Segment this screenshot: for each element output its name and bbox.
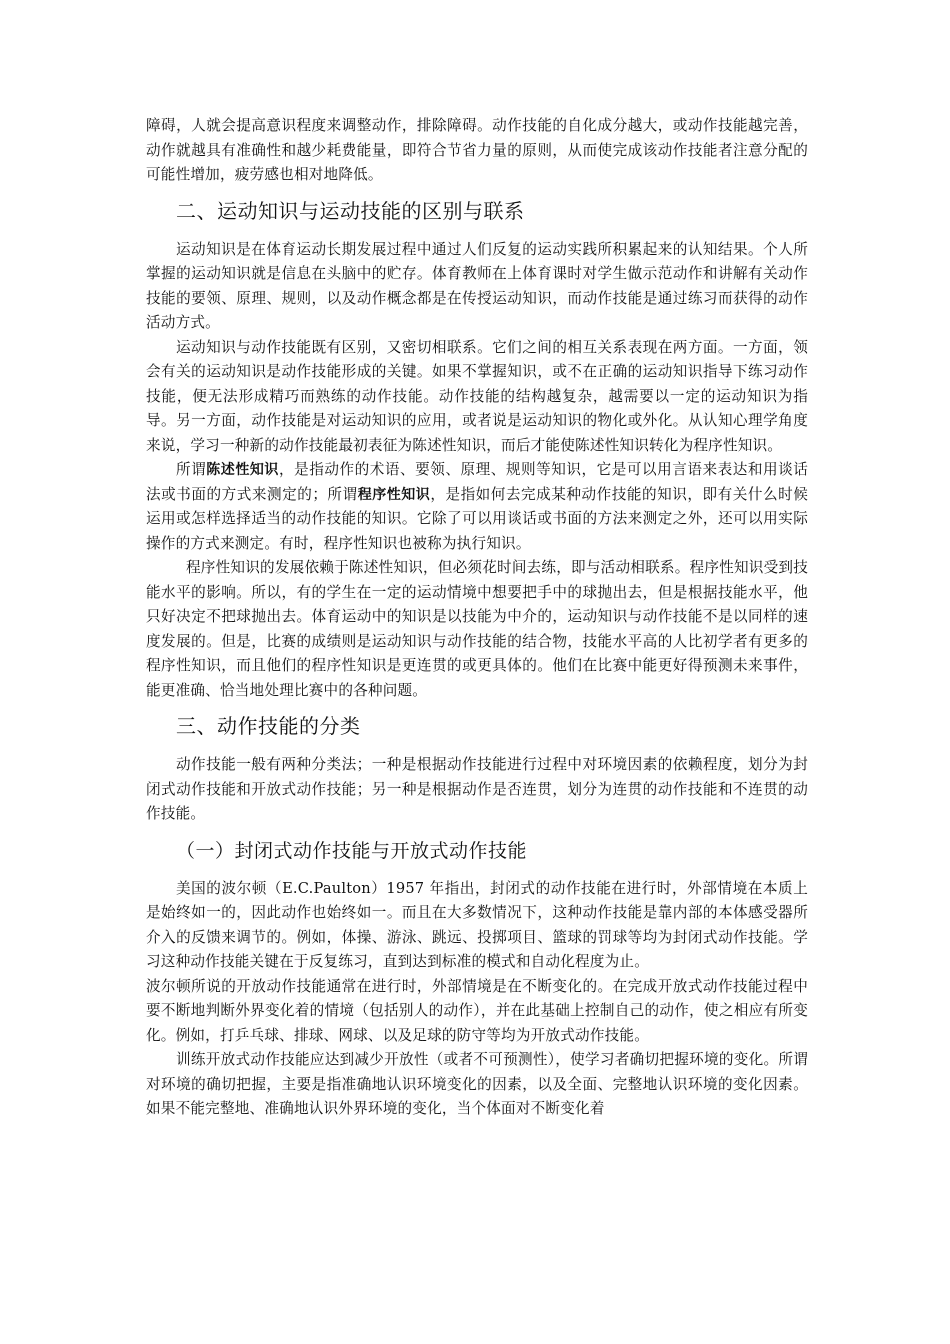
term-declarative-knowledge: 陈述性知识 xyxy=(206,462,279,478)
paragraph-motor-knowledge-definition: 运动知识是在体育运动长期发展过程中通过人们反复的运动实践所积累起来的认知结果。个人所掌握的运动知识就是信息在头脑中的贮存。体育教师在上体育课时对学生做示范动作和讲解有关动作技能的要领、原理、规则，以及动作概念都是在传授运动知识，而动作技能是通过练习而获得的动作活动方式。 xyxy=(146,240,808,331)
paragraph-training-open-skills: 训练开放式动作技能应达到减少开放性（或者不可预测性），使学习者确切把握环境的变化。所谓对环境的确切把握，主要是指准确地认识环境变化的因素，以及全面、完整地认识环境的变化因素。如果不能完整地、准确地认识外界环境的变化，当个体面对不断变化着 xyxy=(146,1051,808,1117)
document-page xyxy=(146,114,808,1122)
section-heading-2: 二、运动知识与运动技能的区别与联系 xyxy=(176,198,525,223)
paragraph-closed-skills: 美国的波尔顿（E.C.Paulton）1957 年指出，封闭式的动作技能在进行时，外部情境在本质上是始终如一的，因此动作也始终如一。而且在大多数情况下，这种动作技能是靠内部的本体感受器所介入的反馈来调节的。例如，体操、游泳、跳远、投掷项目、篮球的罚球等均为封闭式动作技能。学习这种动作技能关键在于反复练习，直到达到标准的模式和自动化程度为止。 xyxy=(146,879,808,970)
paragraph-procedural-development: 程序性知识的发展依赖于陈述性知识，但必须花时间去练，即与活动相联系。程序性知识受到技能水平的影响。所以，有的学生在一定的运动情境中想要把手中的球抛出去，但是根据技能水平，他只好决定不把球抛出去。体育运动中的知识是以技能为中介的，运动知识与动作技能不是以同样的速度发展的。但是，比赛的成绩则是运动知识与动作技能的结合物，技能水平高的人比初学者有更多的程序性知识，而且他们的程序性知识是更连贯的或更具体的。他们在比赛中能更好得预测未来事件，能更准确、恰当地处理比赛中的各种问题。 xyxy=(146,559,808,699)
term-procedural-knowledge: 程序性知识 xyxy=(357,486,431,503)
paragraph-open-skills: 波尔顿所说的开放动作技能通常在进行时，外部情境是在不断变化的。在完成开放式动作技能过程中要不断地判断外界变化着的情境（包括别人的动作），并在此基础上控制自己的动作，使之相应有所变化。例如，打乒乓球、排球、网球、以及足球的防守等均为开放式动作技能。 xyxy=(146,977,808,1044)
paragraph-classification-methods: 动作技能一般有两种分类法；一种是根据动作技能进行过程中对环境因素的依赖程度，划分为封闭式动作技能和开放式动作技能；另一种是根据动作是否连贯，划分为连贯的动作技能和不连贯的动作技能。 xyxy=(146,756,808,822)
subsection-heading-closed-open: （一）封闭式动作技能与开放式动作技能 xyxy=(176,839,528,862)
text-segment: 所谓 xyxy=(176,461,207,478)
paragraph-intro-continuation: 障碍，人就会提高意识程度来调整动作，排除障碍。动作技能的自化成分越大，或动作技能越完善，动作就越具有准确性和越少耗费能量，即符合节省力量的原则，从而使完成该动作技能者注意分配的可能性增加，疲劳感也相对地降低。 xyxy=(146,117,808,183)
text-segment: ，是指动作的术语、要领、原理、规则等知识，它是可以用言语来表达和用谈话法或书面的方式来测定的；所谓 xyxy=(146,461,809,503)
section-heading-3: 三、动作技能的分类 xyxy=(176,714,361,738)
paragraph-knowledge-skill-relationship: 运动知识与动作技能既有区别，又密切相联系。它们之间的相互关系表现在两方面。一方面，领会有关的运动知识是动作技能形成的关键。如果不掌握知识，或不在正确的运动知识指导下练习动作技能，便无法形成精巧而熟练的动作技能。动作技能的结构越复杂，越需要以一定的运动知识为指导。另一方面，动作技能是对运动知识的应用，或者说是运动知识的物化或外化。从认知心理学角度来说，学习一种新的动作技能最初表征为陈述性知识，而后才能使陈述性知识转化为程序性知识。 xyxy=(146,338,808,454)
text-segment: ，是指如何去完成某种动作技能的知识，即有关什么时候运用或怎样选择适当的动作技能的知识。它除了可以用谈话或书面的方法来测定之外，还可以用实际操作的方式来测定。有时，程序性知识也被称为执行知识。 xyxy=(146,485,808,552)
paragraph-declarative-procedural xyxy=(146,458,808,556)
